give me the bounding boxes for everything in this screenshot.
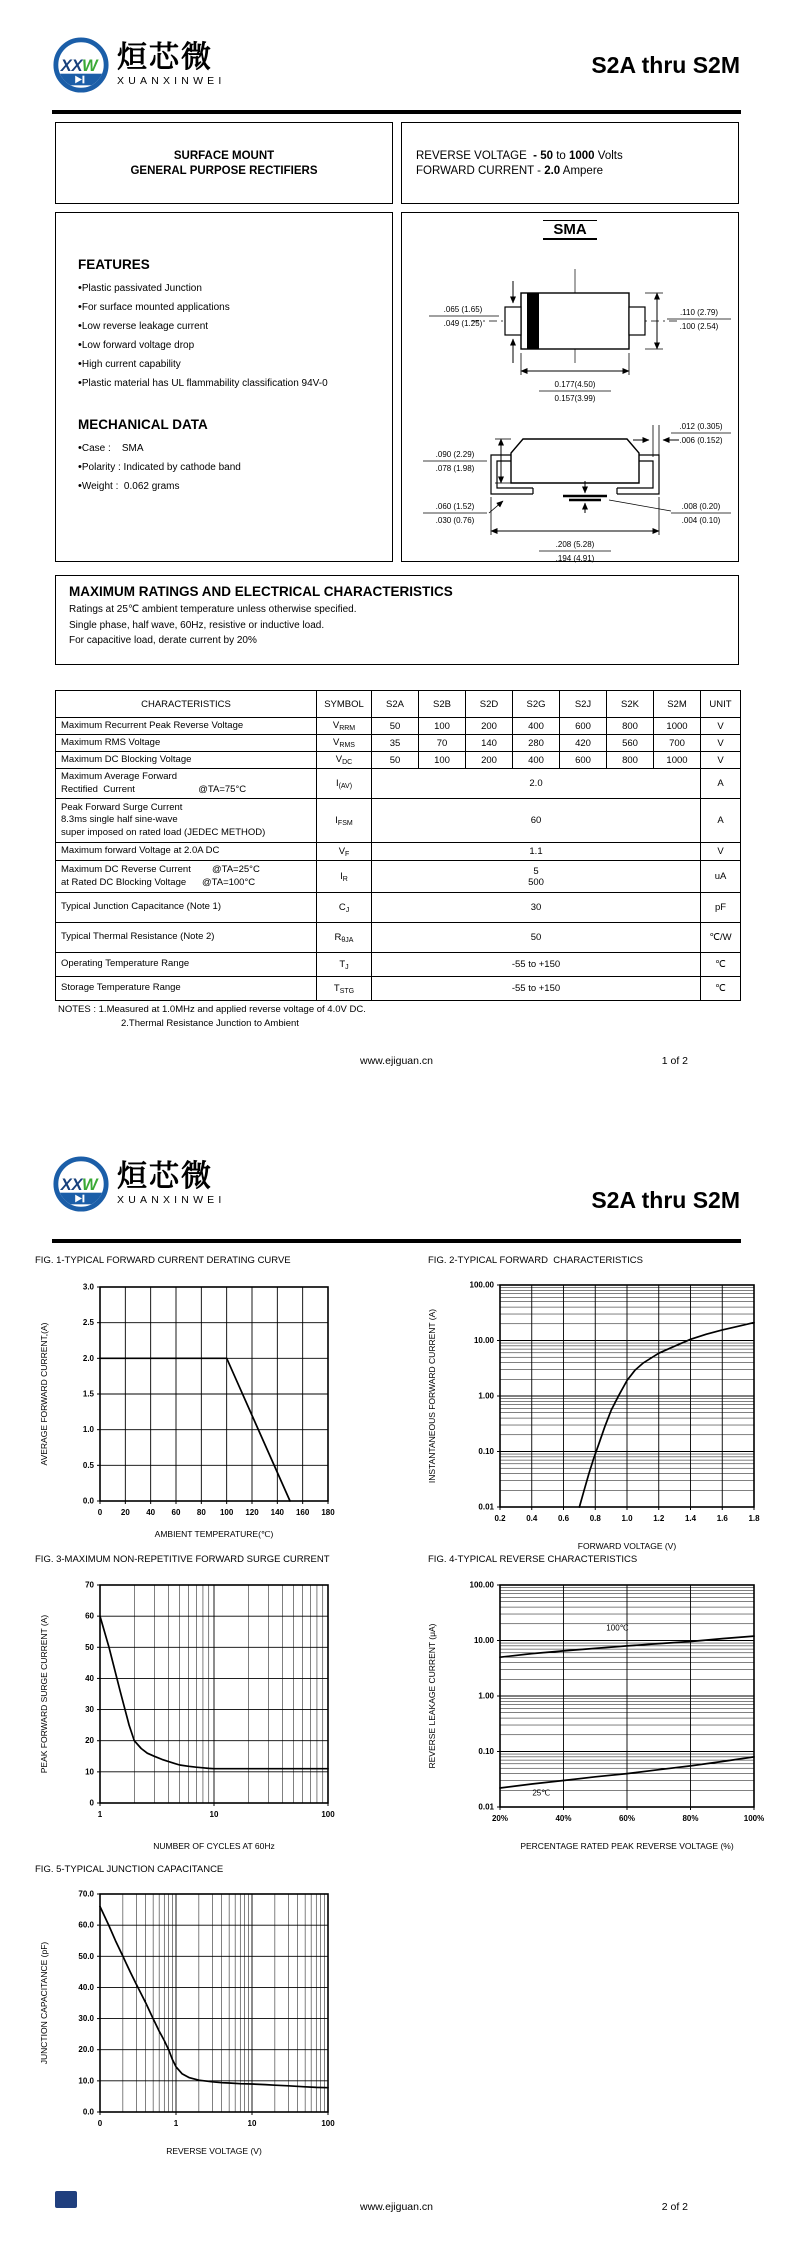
product-type-line1: SURFACE MOUNT: [173, 149, 275, 162]
svg-text:REVERSE VOLTAGE (V): REVERSE VOLTAGE (V): [166, 2146, 262, 2156]
characteristic-cell: Maximum RMS Voltage: [56, 735, 317, 752]
svg-text:50.0: 50.0: [78, 1951, 94, 1961]
fig2-chart-area: [424, 1269, 764, 1562]
symbol-cell: $V_F$: [317, 843, 372, 861]
svg-text:60: 60: [85, 1611, 94, 1621]
svg-text:3.0: 3.0: [82, 1282, 94, 1292]
svg-text:100: 100: [321, 1810, 335, 1819]
feature-item: • High current capability: [78, 355, 382, 374]
svg-text:10.0: 10.0: [78, 2076, 94, 2086]
ratings-table: [55, 690, 741, 1001]
svg-text:INSTANTANEOUS FORWARD CURRENT: INSTANTANEOUS FORWARD CURRENT (A): [427, 1308, 437, 1484]
svg-text:FORWARD VOLTAGE (V): FORWARD VOLTAGE (V): [577, 1541, 677, 1551]
characteristic-cell: Typical Thermal Resistance (Note 2): [56, 923, 317, 953]
mechanical-item: • Weight : 0.062 grams: [78, 477, 382, 496]
characteristic-cell: Maximum Recurrent Peak Reverse Voltage: [56, 718, 317, 735]
unit-cell: V: [701, 735, 741, 752]
svg-text:0.0: 0.0: [82, 2107, 94, 2117]
brand-name-en: XUANXINWEI: [117, 1194, 226, 1206]
feature-item: • Low reverse leakage current: [78, 317, 382, 336]
features-list: [78, 279, 382, 393]
characteristic-cell: Storage Temperature Range: [56, 977, 317, 1001]
note-1: NOTES : 1.Measured at 1.0MHz and applied reverse voltage of 4.0V DC.: [58, 1004, 366, 1015]
svg-text:30: 30: [85, 1705, 94, 1715]
unit-cell: V: [701, 843, 741, 861]
svg-text:20%: 20%: [491, 1814, 509, 1823]
dim-body-height-max: .110 (2.79): [679, 308, 719, 317]
footer-url[interactable]: www.ejiguan.cn: [360, 1055, 433, 1067]
svg-text:10.00: 10.00: [473, 1636, 494, 1645]
svg-text:40%: 40%: [555, 1814, 572, 1823]
product-type-box: [55, 122, 393, 204]
svg-text:100%: 100%: [743, 1814, 764, 1823]
dim-total-width-min: .194 (4.91): [555, 554, 595, 563]
value-cell: 200: [466, 752, 513, 769]
svg-text:60%: 60%: [618, 1814, 636, 1823]
svg-text:20: 20: [85, 1736, 94, 1746]
col-header-s2b: S2B: [419, 691, 466, 718]
svg-text:1.8: 1.8: [748, 1514, 760, 1523]
package-name: SMA: [402, 221, 738, 241]
symbol-cell: $C_J$: [317, 893, 372, 923]
svg-text:0.01: 0.01: [478, 1502, 494, 1512]
svg-text:0.10: 0.10: [478, 1447, 494, 1456]
col-header-s2d: S2D: [466, 691, 513, 718]
characteristic-cell: Maximum Average Forward Rectified Current @TA=75°C: [56, 769, 317, 799]
feature-item: • For surface mounted applications: [78, 298, 382, 317]
svg-text:100.00: 100.00: [469, 1280, 494, 1290]
col-header-s2a: S2A: [372, 691, 419, 718]
value-cell: 420: [560, 735, 607, 752]
svg-text:1.5: 1.5: [82, 1389, 94, 1399]
fig3-chart: [36, 1569, 342, 1857]
package-body-side: [511, 439, 639, 483]
symbol-cell: $I_R$: [317, 861, 372, 893]
svg-text:0: 0: [97, 1508, 103, 1517]
brand-name-cn: 烜芯微: [117, 1160, 213, 1193]
page-number: 1 of 2: [661, 1055, 688, 1067]
note-2: 2.Thermal Resistance Junction to Ambient: [121, 1018, 299, 1029]
feature-item: • Plastic passivated Junction: [78, 279, 382, 298]
mechanical-item: • Polarity : Indicated by cathode band: [78, 458, 382, 477]
ratings-condition-2: Single phase, half wave, 60Hz, resistive or inductive load.: [69, 619, 325, 631]
svg-text:1: 1: [173, 2119, 179, 2128]
svg-text:100.00: 100.00: [469, 1580, 494, 1590]
brand-logo: [52, 1155, 110, 1213]
svg-text:10: 10: [209, 1810, 219, 1819]
col-header-symbol: SYMBOL: [317, 691, 372, 718]
dim-lead-thickness-min: .006 (0.152): [679, 436, 723, 445]
svg-text:140: 140: [270, 1508, 285, 1517]
svg-text:100℃: 100℃: [606, 1623, 629, 1633]
unit-cell: V: [701, 752, 741, 769]
unit-cell: pF: [701, 893, 741, 923]
value-cell: 50: [372, 752, 419, 769]
unit-cell: A: [701, 799, 741, 843]
svg-text:0.10: 0.10: [478, 1747, 494, 1756]
svg-text:180: 180: [321, 1508, 335, 1517]
svg-text:0: 0: [89, 1798, 94, 1808]
lead-left: [505, 307, 521, 335]
characteristic-cell: Maximum DC Reverse Current @TA=25°C at Rated DC Blocking Voltage @TA=100°C: [56, 861, 317, 893]
logo-monogram-w: W: [81, 1175, 98, 1194]
value-cell: 560: [607, 735, 654, 752]
header-rule: [52, 1239, 741, 1243]
table-row: [56, 977, 741, 1001]
symbol-cell: $I_{(AV)}$: [317, 769, 372, 799]
table-row: [56, 752, 741, 769]
value-cell: 100: [419, 752, 466, 769]
fig2-chart: [424, 1269, 764, 1557]
unit-cell: A: [701, 769, 741, 799]
svg-text:40.0: 40.0: [78, 1982, 94, 1992]
svg-text:160: 160: [295, 1508, 310, 1517]
dim-lead-width-max: .065 (1.65): [443, 305, 483, 314]
svg-text:1.6: 1.6: [716, 1514, 728, 1523]
symbol-cell: $T_{STG}$: [317, 977, 372, 1001]
table-notes: [58, 1003, 366, 1031]
dim-lead-thickness-max: .012 (0.305): [679, 422, 723, 431]
svg-text:50: 50: [85, 1642, 94, 1652]
symbol-cell: $V_{RRM}$: [317, 718, 372, 735]
svg-text:0.2: 0.2: [494, 1514, 506, 1523]
value-cell: 700: [654, 735, 701, 752]
mechanical-title: MECHANICAL DATA: [78, 417, 208, 432]
value-cell: 70: [419, 735, 466, 752]
value-cell: 35: [372, 735, 419, 752]
table-row: [56, 861, 741, 893]
value-cell: 400: [513, 718, 560, 735]
package-drawing-box: [401, 212, 739, 562]
svg-text:10.00: 10.00: [473, 1336, 494, 1345]
features-box: [55, 212, 393, 562]
mechanical-item: • Case : SMA: [78, 439, 382, 458]
col-header-s2g: S2G: [513, 691, 560, 718]
col-header-s2k: S2K: [607, 691, 654, 718]
svg-text:AVERAGE FORWARD CURRENT,(A): AVERAGE FORWARD CURRENT,(A): [39, 1322, 49, 1466]
svg-text:PEAK FORWARD SURGE CURRENT (A): PEAK FORWARD SURGE CURRENT (A): [39, 1614, 49, 1774]
table-row: [56, 893, 741, 923]
svg-text:120: 120: [245, 1508, 259, 1517]
page1-footer: [0, 1055, 793, 1067]
svg-text:40: 40: [146, 1508, 156, 1517]
max-ratings-title: MAXIMUM RATINGS AND ELECTRICAL CHARACTERISTICS: [69, 584, 453, 599]
svg-text:20.0: 20.0: [78, 2045, 94, 2055]
characteristic-cell: Operating Temperature Range: [56, 953, 317, 977]
characteristic-cell: Typical Junction Capacitance (Note 1): [56, 893, 317, 923]
svg-text:2.0: 2.0: [82, 1353, 94, 1363]
mechanical-list: [78, 439, 382, 496]
fig1-chart-area: [36, 1273, 342, 1550]
dim-standoff-min: .004 (0.10): [681, 516, 721, 525]
datasheet-page-1: [0, 0, 793, 1105]
fig4-title: FIG. 4-TYPICAL REVERSE CHARACTERISTICS: [428, 1554, 638, 1565]
value-cell: 280: [513, 735, 560, 752]
dim-body-height-min: .100 (2.54): [679, 322, 719, 331]
ratings-condition-3: For capacitive load, derate current by 20%: [69, 635, 257, 646]
svg-text:1: 1: [97, 1810, 103, 1819]
doc-title: S2A thru S2M: [591, 1187, 740, 1213]
svg-text:JUNCTION CAPACITANCE (pF): JUNCTION CAPACITANCE (pF): [39, 1941, 49, 2065]
svg-text:0.8: 0.8: [589, 1514, 601, 1523]
value-cell: 200: [466, 718, 513, 735]
value-cell: 600: [560, 718, 607, 735]
header-rule: [52, 110, 741, 114]
logo-monogram-w: W: [81, 56, 98, 75]
table-row: [56, 953, 741, 977]
value-cell: 2.0: [372, 769, 701, 799]
col-header-s2j: S2J: [560, 691, 607, 718]
table-row: [56, 718, 741, 735]
fig5-title: FIG. 5-TYPICAL JUNCTION CAPACITANCE: [35, 1864, 224, 1875]
svg-text:AMBIENT TEMPERATURE(℃): AMBIENT TEMPERATURE(℃): [154, 1529, 274, 1539]
value-cell: 50: [372, 718, 419, 735]
feature-item: • Low forward voltage drop: [78, 336, 382, 355]
col-header-s2m: S2M: [654, 691, 701, 718]
table-row: [56, 769, 741, 799]
dim-body-thickness-min: .078 (1.98): [435, 464, 475, 473]
value-cell: 1.1: [372, 843, 701, 861]
value-cell: 100: [419, 718, 466, 735]
cathode-band: [527, 293, 539, 349]
svg-text:70.0: 70.0: [78, 1889, 94, 1899]
value-cell: 800: [607, 718, 654, 735]
logo-monogram-xx: XX: [60, 1175, 83, 1194]
dim-body-thickness-max: .090 (2.29): [435, 450, 475, 459]
brand-text: [117, 1162, 226, 1206]
dim-total-width-max: .208 (5.28): [555, 540, 595, 549]
brand: [52, 1155, 226, 1213]
unit-cell: ℃: [701, 977, 741, 1001]
logo-monogram-xx: XX: [60, 56, 83, 75]
symbol-cell: $T_J$: [317, 953, 372, 977]
fig5-chart: [36, 1882, 342, 2162]
svg-text:70: 70: [85, 1580, 94, 1590]
features-title: FEATURES: [78, 257, 150, 272]
value-cell: 60: [372, 799, 701, 843]
fig4-chart: [424, 1569, 764, 1857]
package-side-view: [405, 409, 735, 565]
fig5-chart-area: [36, 1882, 342, 2167]
value-cell: 600: [560, 752, 607, 769]
dim-body-width-max: 0.177(4.50): [554, 380, 596, 389]
fig4-chart-area: [424, 1569, 764, 1862]
svg-text:1.4: 1.4: [684, 1514, 697, 1523]
page-number: 2 of 2: [661, 2201, 688, 2213]
svg-text:20: 20: [120, 1508, 130, 1517]
doc-title: S2A thru S2M: [591, 52, 740, 78]
svg-text:30.0: 30.0: [78, 2014, 94, 2024]
fig3-title: FIG. 3-MAXIMUM NON-REPETITIVE FORWARD SURGE CURRENT: [35, 1554, 330, 1565]
svg-text:40: 40: [85, 1673, 94, 1683]
svg-text:80: 80: [196, 1508, 206, 1517]
brand-text: [117, 43, 226, 87]
dim-foot-length-max: .060 (1.52): [435, 502, 475, 511]
svg-text:NUMBER OF CYCLES AT 60Hz: NUMBER OF CYCLES AT 60Hz: [153, 1841, 275, 1851]
reverse-voltage-line: REVERSE VOLTAGE - 50 to 1000 Volts: [416, 149, 623, 162]
svg-text:1.0: 1.0: [621, 1514, 633, 1523]
svg-text:0.5: 0.5: [82, 1460, 94, 1470]
symbol-cell: $V_{DC}$: [317, 752, 372, 769]
value-cell: -55 to +150: [372, 977, 701, 1001]
svg-text:0: 0: [97, 2119, 103, 2128]
value-cell: 800: [607, 752, 654, 769]
page2-footer: [0, 2201, 793, 2213]
svg-text:1.00: 1.00: [478, 1691, 494, 1701]
characteristic-cell: Maximum forward Voltage at 2.0A DC: [56, 843, 317, 861]
col-header-unit: UNIT: [701, 691, 741, 718]
svg-text:0.4: 0.4: [526, 1514, 538, 1523]
brand: [52, 36, 226, 94]
value-cell: 140: [466, 735, 513, 752]
table-row: [56, 735, 741, 752]
value-cell: 50: [372, 923, 701, 953]
unit-cell: ℃: [701, 953, 741, 977]
package-top-view: [405, 241, 735, 409]
table-row: [56, 923, 741, 953]
svg-text:0.6: 0.6: [557, 1514, 570, 1523]
symbol-cell: $V_{RMS}$: [317, 735, 372, 752]
svg-text:80%: 80%: [682, 1814, 699, 1823]
brand-name-en: XUANXINWEI: [117, 75, 226, 87]
unit-cell: uA: [701, 861, 741, 893]
fig1-chart: [36, 1273, 342, 1545]
value-cell: 400: [513, 752, 560, 769]
svg-text:10: 10: [85, 1767, 94, 1777]
value-cell: 1000: [654, 752, 701, 769]
svg-text:0.01: 0.01: [478, 1802, 494, 1812]
datasheet-page-2: [0, 1105, 793, 2244]
ratings-condition-1: Ratings at 25℃ ambient temperature unless otherwise specified.: [69, 604, 357, 615]
symbol-cell: $I_{FSM}$: [317, 799, 372, 843]
ratings-summary-box: [401, 122, 739, 204]
svg-text:60.0: 60.0: [78, 1920, 94, 1930]
value-cell: 1000: [654, 718, 701, 735]
feature-item: • Plastic material has UL flammability classification 94V-0: [78, 374, 382, 393]
fig2-title: FIG. 2-TYPICAL FORWARD CHARACTERISTICS: [428, 1255, 644, 1266]
svg-text:REVERSE LEAKAGE CURRENT (μA): REVERSE LEAKAGE CURRENT (μA): [427, 1623, 437, 1769]
svg-text:60: 60: [171, 1508, 181, 1517]
value-cell: -55 to +150: [372, 953, 701, 977]
characteristic-cell: Peak Forward Surge Current 8.3ms single half sine-wave super imposed on rated load (JEDEC METHOD): [56, 799, 317, 843]
dim-body-width-min: 0.157(3.99): [554, 394, 596, 403]
dim-standoff-max: .008 (0.20): [681, 502, 721, 511]
fig1-title: FIG. 1-TYPICAL FORWARD CURRENT DERATING CURVE: [35, 1255, 291, 1266]
svg-text:1.0: 1.0: [82, 1425, 94, 1435]
table-header-row: [56, 691, 741, 718]
col-header-characteristics: CHARACTERISTICS: [56, 691, 317, 718]
max-ratings-box: [55, 575, 739, 665]
svg-text:PERCENTAGE RATED PEAK REVERSE: PERCENTAGE RATED PEAK REVERSE VOLTAGE (%): [520, 1841, 734, 1851]
svg-text:1.2: 1.2: [653, 1514, 665, 1523]
svg-text:100: 100: [219, 1508, 234, 1517]
unit-cell: V: [701, 718, 741, 735]
brand-name-cn: 烜芯微: [117, 41, 213, 74]
svg-text:10: 10: [247, 2119, 257, 2128]
value-cell: 30: [372, 893, 701, 923]
table-row: [56, 843, 741, 861]
svg-text:25℃: 25℃: [532, 1788, 551, 1798]
forward-current-line: FORWARD CURRENT - 2.0 Ampere: [416, 164, 604, 177]
table-row: [56, 799, 741, 843]
svg-text:2.5: 2.5: [82, 1318, 94, 1328]
lead-right: [629, 307, 645, 335]
svg-text:1.00: 1.00: [478, 1391, 494, 1401]
product-type-line2: GENERAL PURPOSE RECTIFIERS: [130, 164, 318, 177]
fig3-chart-area: [36, 1569, 342, 1862]
svg-text:0.0: 0.0: [82, 1496, 94, 1506]
svg-text:100: 100: [321, 2119, 335, 2128]
characteristic-cell: Maximum DC Blocking Voltage: [56, 752, 317, 769]
footer-url[interactable]: www.ejiguan.cn: [360, 2201, 433, 2213]
unit-cell: ℃/W: [701, 923, 741, 953]
dim-foot-length-min: .030 (0.76): [435, 516, 475, 525]
brand-logo: [52, 36, 110, 94]
value-cell: 5 500: [372, 861, 701, 893]
dim-lead-width-min: .049 (1.25): [443, 319, 483, 328]
symbol-cell: $R_{\theta JA}$: [317, 923, 372, 953]
